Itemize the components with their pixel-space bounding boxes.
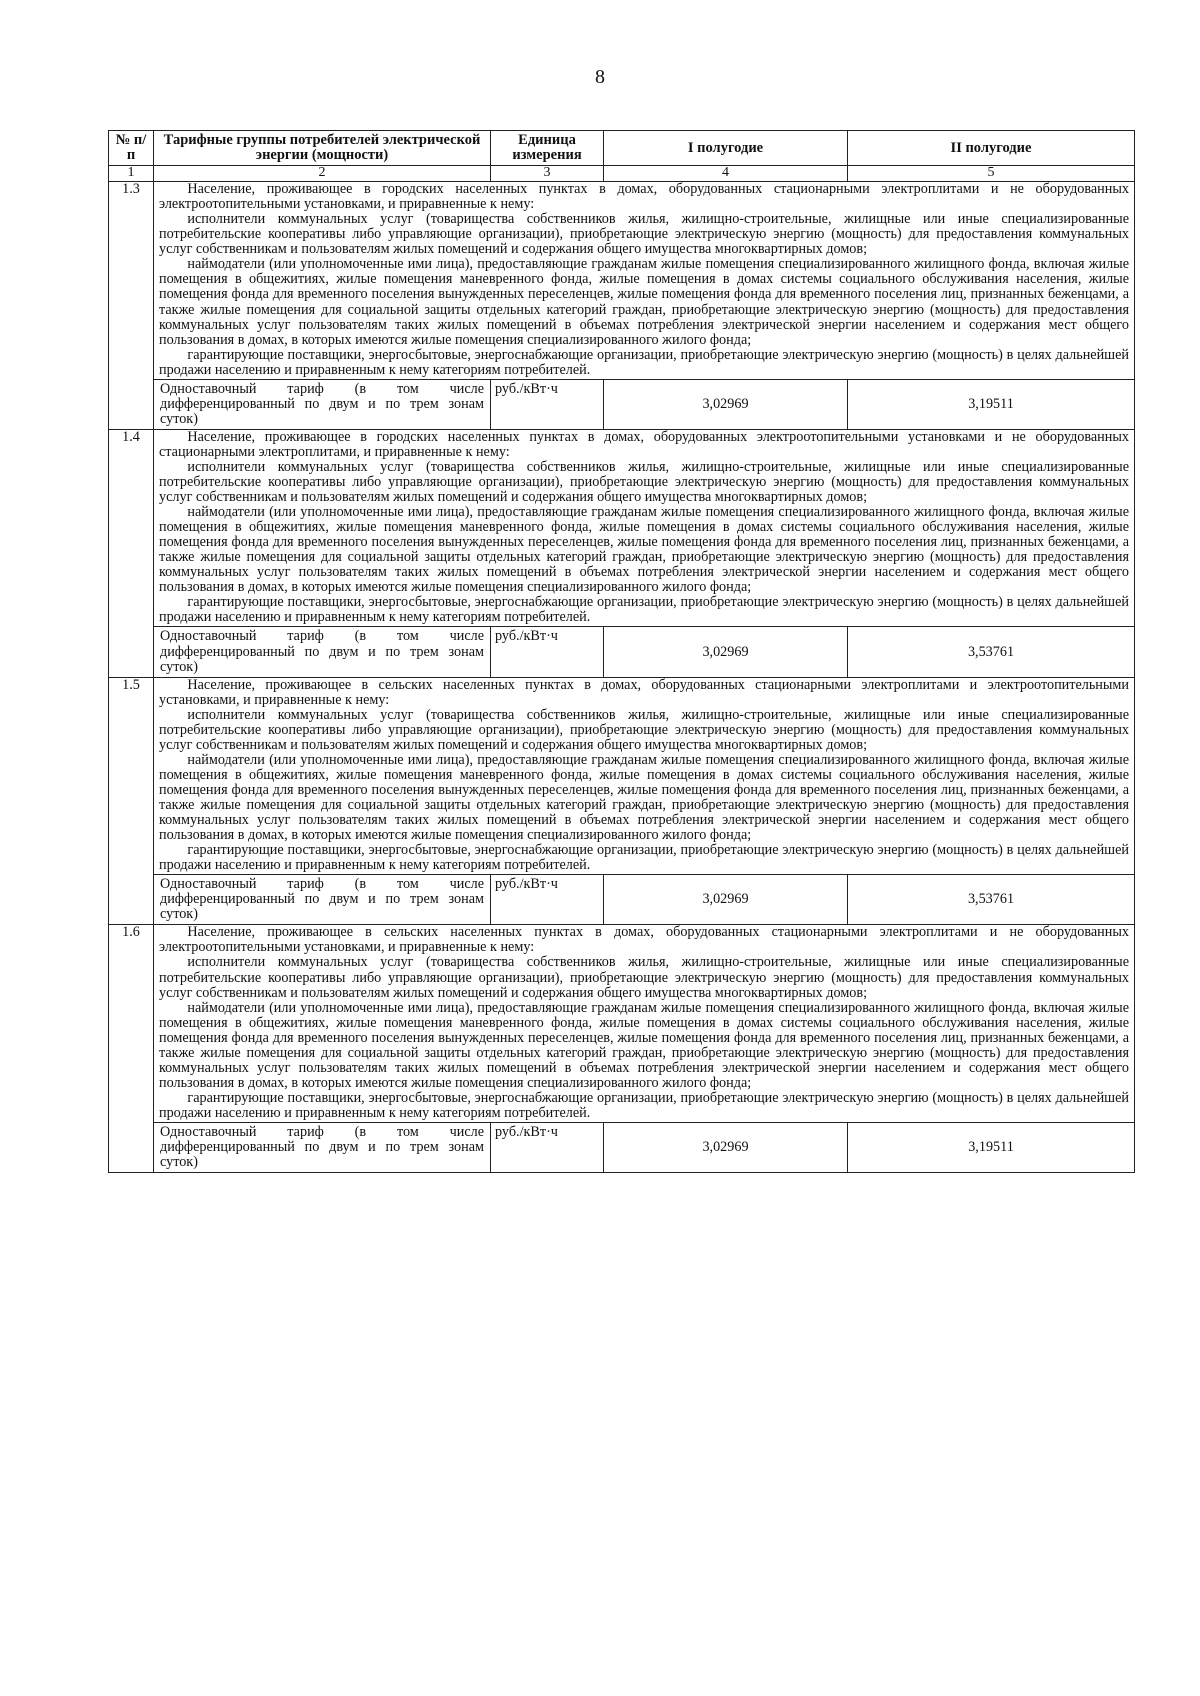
section-paragraph: исполнители коммунальных услуг (товарищества собственников жилья, жилищно-строительные, жилищные или иные специализированные потребительские кооперативы либо управляющие организации), приобретающие электрическую энергию (мощность) для предоставления коммунальных услуг собственникам и пользователям жилых помещений и содержания общего имущества многоквартирных домов;	[159, 954, 1129, 1001]
tariff-row	[109, 627, 1135, 677]
section-row	[109, 925, 1135, 1123]
tariff-value-half-2: 3,53761	[848, 627, 1135, 677]
tariff-value-half-1: 3,02969	[604, 379, 848, 429]
section-paragraph: наймодатели (или уполномоченные ими лица), предоставляющие гражданам жилые помещения специализированного жилищного фонда, включая жилые помещения в общежитиях, жилые помещения маневренного фонда, жилые помещения в домах системы социального обслуживания населения, жилые помещения фонда для временного поселения вынужденных переселенцев, жилые помещения фонда для временного поселения лиц, признанных беженцами, а также жилые помещения для социальной защиты отдельных категорий граждан, приобретающие электрическую энергию (мощность) для предоставления коммунальных услуг пользователям таких жилых помещений в объемах потребления электрической энергии населением и содержания мест общего пользования в домах, в которых имеются жилые помещения специализированного жилого фонда;	[159, 999, 1129, 1091]
section-description	[154, 677, 1135, 875]
section-paragraph: наймодатели (или уполномоченные ими лица), предоставляющие гражданам жилые помещения специализированного жилищного фонда, включая жилые помещения в общежитиях, жилые помещения маневренного фонда, жилые помещения в домах системы социального обслуживания населения, жилые помещения фонда для временного поселения вынужденных переселенцев, жилые помещения фонда для временного поселения лиц, признанных беженцами, а также жилые помещения для социальной защиты отдельных категорий граждан, приобретающие электрическую энергию (мощность) для предоставления коммунальных услуг пользователям таких жилых помещений в объемах потребления электрической энергии населением и содержания мест общего пользования в домах, в которых имеются жилые помещения специализированного жилого фонда;	[159, 504, 1129, 596]
tariff-row	[109, 379, 1135, 429]
section-row	[109, 677, 1135, 875]
column-index: 4	[604, 166, 848, 182]
section-row	[109, 182, 1135, 380]
tariff-value-half-1: 3,02969	[604, 875, 848, 925]
header-groups: Тарифные группы потребителей электрической энергии (мощности)	[154, 131, 491, 166]
tariff-label: Одноставочный тариф (в том числе дифференцированный по двум и по трем зонам суток)	[154, 627, 491, 677]
section-description	[154, 429, 1135, 627]
section-intro: Население, проживающее в городских населенных пунктах в домах, оборудованных стационарными электроплитами и не оборудованных электроотопительными установками, и приравненные к нему:	[159, 181, 1129, 213]
tariff-value-half-1: 3,02969	[604, 1122, 848, 1172]
section-paragraph: наймодатели (или уполномоченные ими лица), предоставляющие гражданам жилые помещения специализированного жилищного фонда, включая жилые помещения в общежитиях, жилые помещения маневренного фонда, жилые помещения в домах системы социального обслуживания населения, жилые помещения фонда для временного поселения вынужденных переселенцев, жилые помещения фонда для временного поселения лиц, признанных беженцами, а также жилые помещения для социальной защиты отдельных категорий граждан, приобретающие электрическую энергию (мощность) для предоставления коммунальных услуг пользователям таких жилых помещений в объемах потребления электрической энергии населением и содержания мест общего пользования в домах, в которых имеются жилые помещения специализированного жилого фонда;	[159, 256, 1129, 348]
column-index: 2	[154, 166, 491, 182]
tariff-unit: руб./кВт·ч	[491, 1122, 604, 1172]
page-number: 8	[595, 66, 605, 88]
tariff-label: Одноставочный тариф (в том числе дифференцированный по двум и по трем зонам суток)	[154, 875, 491, 925]
section-paragraph: исполнители коммунальных услуг (товарищества собственников жилья, жилищно-строительные, жилищные или иные специализированные потребительские кооперативы либо управляющие организации), приобретающие электрическую энергию (мощность) для предоставления коммунальных услуг собственникам и пользователям жилых помещений и содержания общего имущества многоквартирных домов;	[159, 458, 1129, 506]
column-index-row	[109, 166, 1135, 182]
section-paragraph: наймодатели (или уполномоченные ими лица), предоставляющие гражданам жилые помещения специализированного жилищного фонда, включая жилые помещения в общежитиях, жилые помещения маневренного фонда, жилые помещения в домах системы социального обслуживания населения, жилые помещения фонда для временного поселения вынужденных переселенцев, жилые помещения фонда для временного поселения лиц, признанных беженцами, а также жилые помещения для социальной защиты отдельных категорий граждан, приобретающие электрическую энергию (мощность) для предоставления коммунальных услуг пользователям таких жилых помещений в объемах потребления электрической энергии населением и содержания мест общего пользования в домах, в которых имеются жилые помещения специализированного жилого фонда;	[159, 751, 1129, 844]
table-header-row	[109, 131, 1135, 166]
section-intro: Население, проживающее в сельских населенных пунктах в домах, оборудованных стационарными электроплитами и не оборудованных электроотопительными установками, и приравненные к нему:	[159, 924, 1129, 956]
section-paragraph: гарантирующие поставщики, энергосбытовые, энергоснабжающие организации, приобретающие электрическую энергию (мощность) в целях дальнейшей продажи населению и приравненным к нему категориям потребителей.	[159, 1089, 1129, 1121]
tariff-unit: руб./кВт·ч	[491, 627, 604, 677]
tariff-value-half-2: 3,19511	[848, 1122, 1135, 1172]
tariff-value-half-2: 3,53761	[848, 875, 1135, 925]
section-row	[109, 429, 1135, 627]
tariff-label: Одноставочный тариф (в том числе дифференцированный по двум и по трем зонам суток)	[154, 379, 491, 429]
header-half-2: II полугодие	[848, 131, 1135, 166]
tariff-row	[109, 1122, 1135, 1172]
header-half-1: I полугодие	[604, 131, 848, 166]
tariff-table	[108, 130, 1135, 1173]
header-unit: Единица измерения	[491, 131, 604, 166]
section-paragraph: гарантирующие поставщики, энергосбытовые, энергоснабжающие организации, приобретающие электрическую энергию (мощность) в целях дальнейшей продажи населению и приравненным к нему категориям потребителей.	[159, 594, 1129, 626]
column-index: 1	[109, 166, 154, 182]
section-intro: Население, проживающее в городских населенных пунктах в домах, оборудованных электроотопительными установками и не оборудованных стационарными электроплитами, и приравненные к нему:	[159, 428, 1129, 460]
tariff-label: Одноставочный тариф (в том числе дифференцированный по двум и по трем зонам суток)	[154, 1122, 491, 1172]
section-number: 1.5	[109, 677, 154, 925]
section-paragraph: исполнители коммунальных услуг (товарищества собственников жилья, жилищно-строительные, жилищные или иные специализированные потребительские кооперативы либо управляющие организации), приобретающие электрическую энергию (мощность) для предоставления коммунальных услуг собственникам и пользователям жилых помещений и содержания общего имущества многоквартирных домов;	[159, 706, 1129, 753]
section-number: 1.6	[109, 925, 154, 1173]
column-index: 5	[848, 166, 1135, 182]
section-description	[154, 925, 1135, 1123]
tariff-unit: руб./кВт·ч	[491, 875, 604, 925]
section-paragraph: гарантирующие поставщики, энергосбытовые, энергоснабжающие организации, приобретающие электрическую энергию (мощность) в целях дальнейшей продажи населению и приравненным к нему категориям потребителей.	[159, 346, 1129, 378]
section-intro: Население, проживающее в сельских населенных пунктах в домах, оборудованных стационарными электроплитами и электроотопительными установками, и приравненные к нему:	[159, 676, 1129, 708]
tariff-row	[109, 875, 1135, 925]
tariff-value-half-1: 3,02969	[604, 627, 848, 677]
tariff-value-half-2: 3,19511	[848, 379, 1135, 429]
header-num: № п/п	[109, 131, 154, 166]
tariff-unit: руб./кВт·ч	[491, 379, 604, 429]
section-number: 1.4	[109, 429, 154, 677]
column-index: 3	[491, 166, 604, 182]
section-number: 1.3	[109, 182, 154, 430]
section-description	[154, 182, 1135, 380]
section-paragraph: исполнители коммунальных услуг (товарищества собственников жилья, жилищно-строительные, жилищные или иные специализированные потребительские кооперативы либо управляющие организации), приобретающие электрическую энергию (мощность) для предоставления коммунальных услуг собственникам и пользователям жилых помещений и содержания общего имущества многоквартирных домов;	[159, 211, 1129, 258]
section-paragraph: гарантирующие поставщики, энергосбытовые, энергоснабжающие организации, приобретающие электрическую энергию (мощность) в целях дальнейшей продажи населению и приравненным к нему категориям потребителей.	[159, 842, 1129, 874]
